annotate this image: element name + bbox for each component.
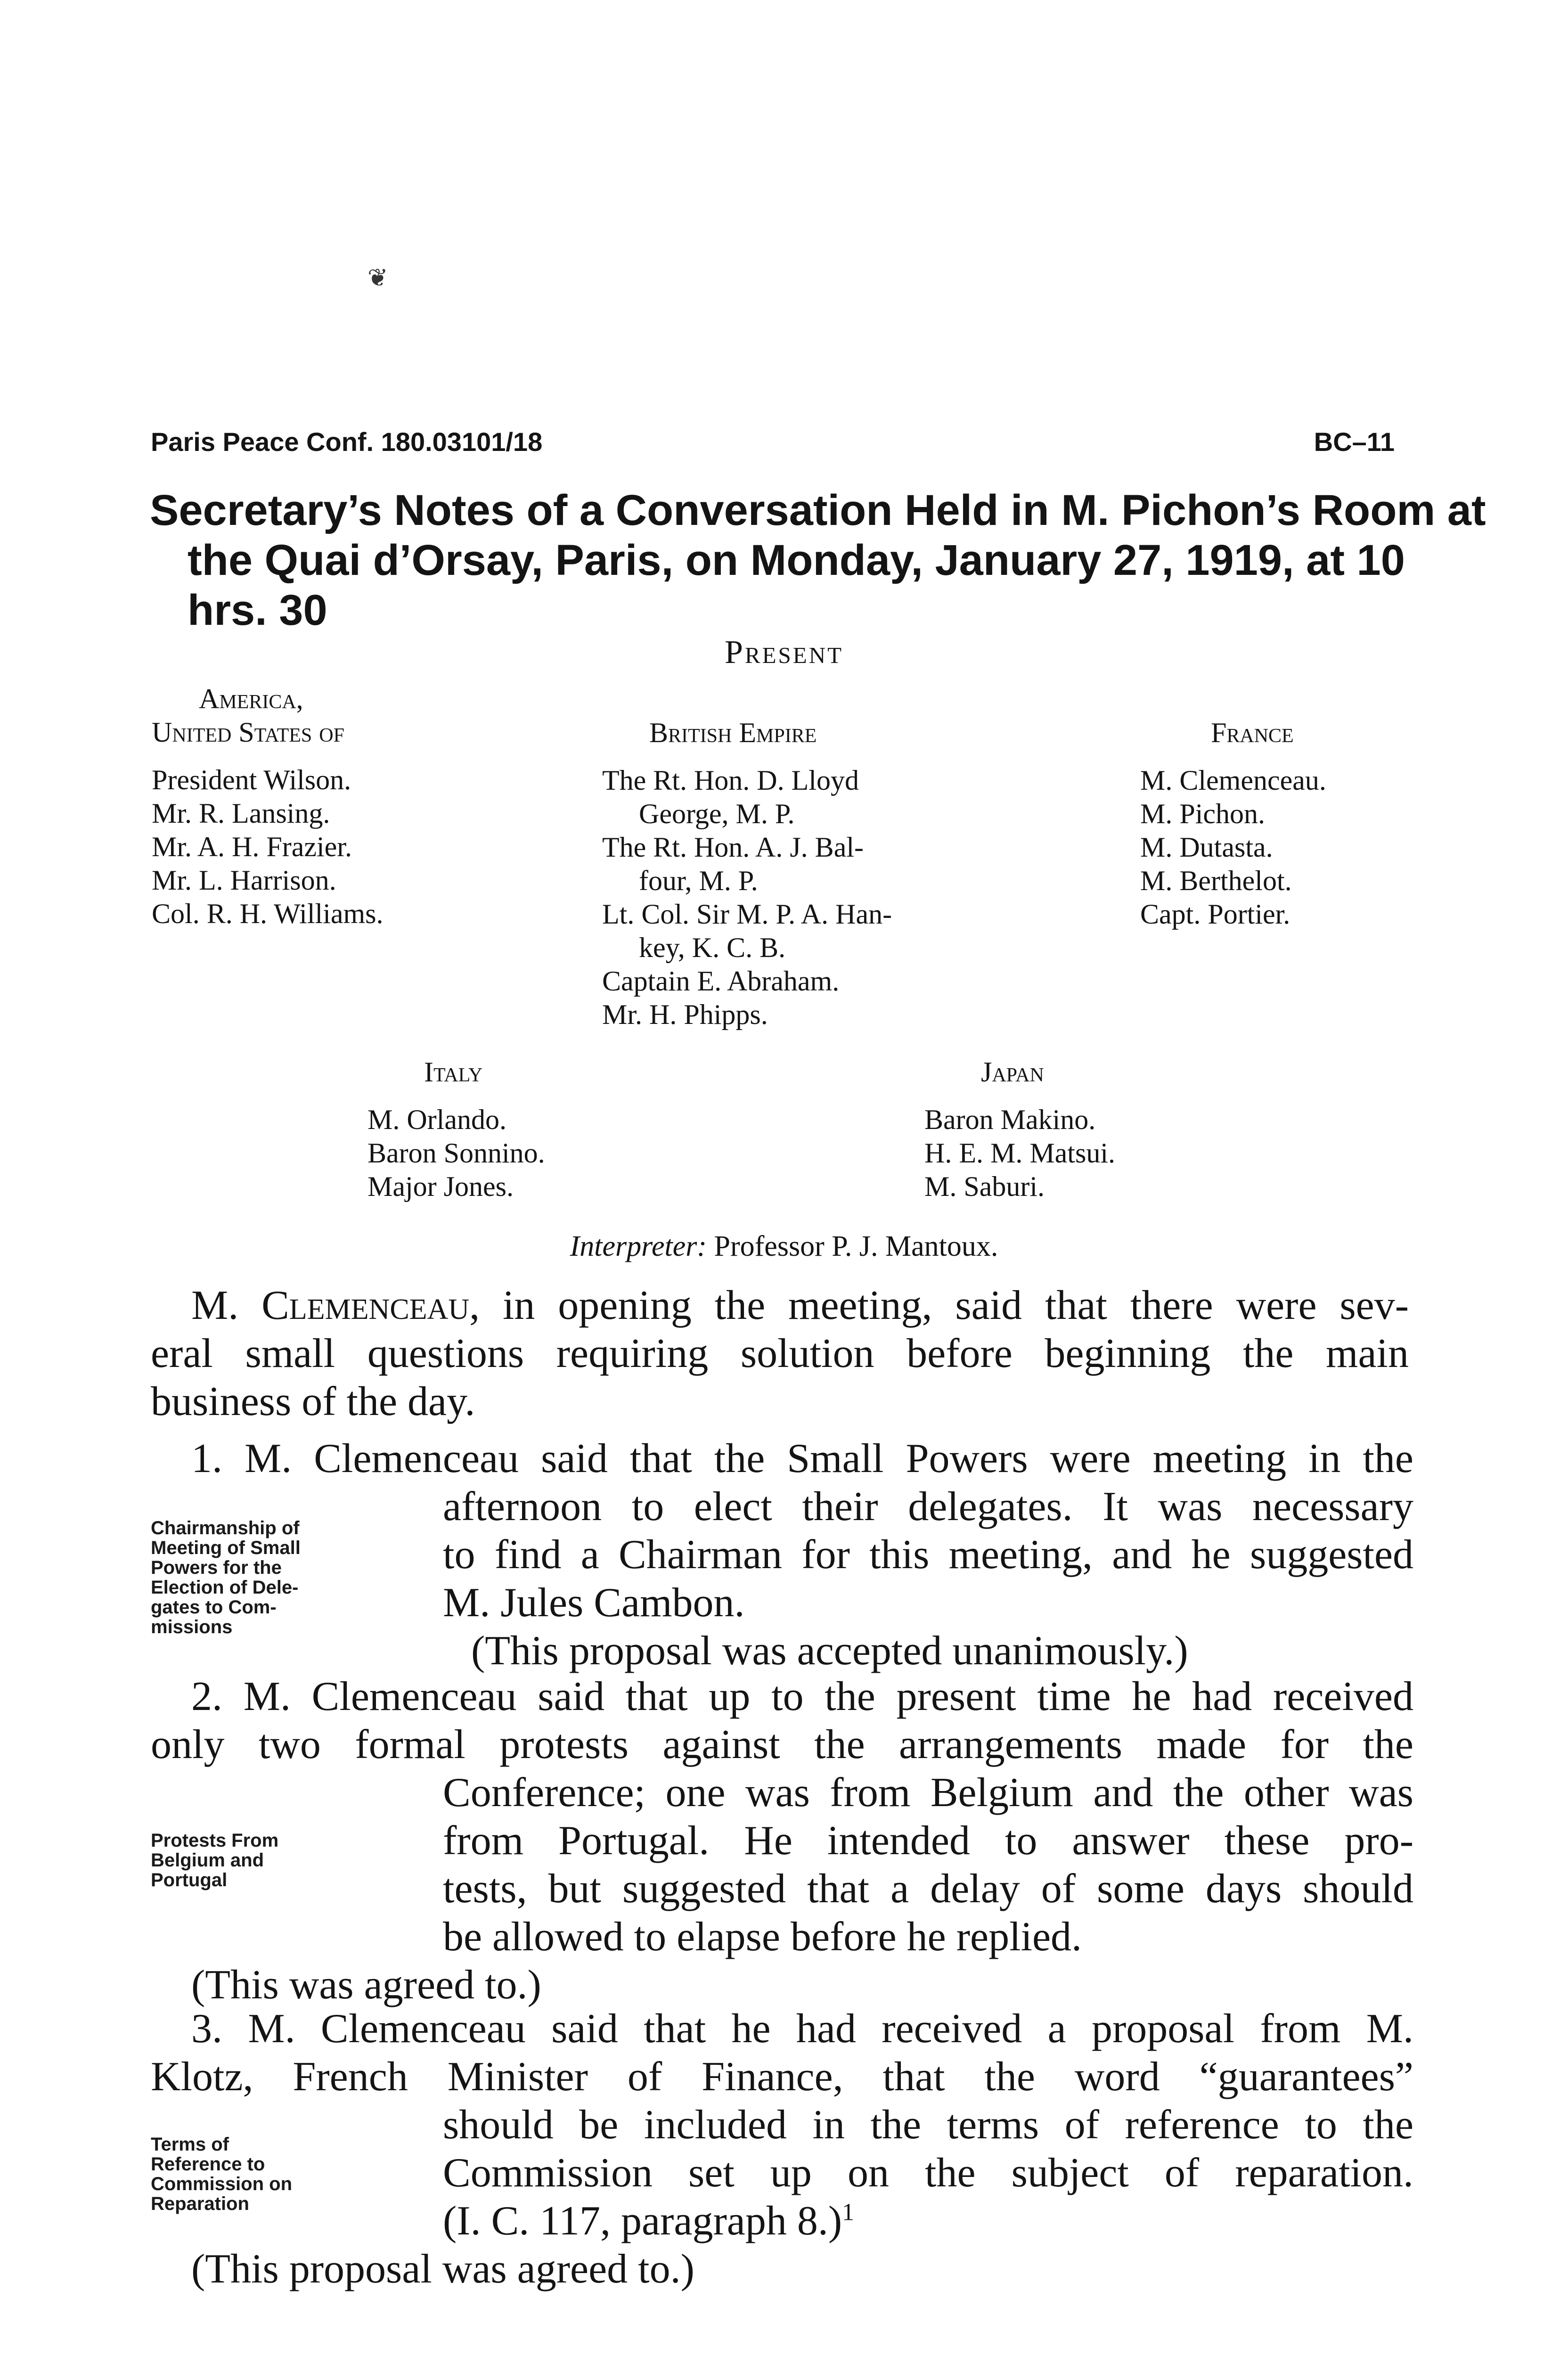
footnote-reference[interactable]: 1 xyxy=(842,2199,855,2226)
margin-note-line: Reference to xyxy=(151,2154,265,2175)
text-line: M. Jules Cambon. xyxy=(443,1580,745,1626)
text-line: from Portugal. He intended to answer these pro- xyxy=(443,1818,1413,1864)
interpreter-label: Interpreter: xyxy=(570,1230,707,1262)
text-line: be allowed to elapse before he replied. xyxy=(443,1914,1082,1960)
margin-note-line: missions xyxy=(151,1617,233,1637)
margin-note-line: gates to Com- xyxy=(151,1597,277,1618)
text-line: Klotz, French Minister of Finance, that the word “guarantees” xyxy=(151,2054,1413,2100)
text-line: 2. M. Clemenceau said that up to the present time he had received xyxy=(191,1674,1413,1719)
delegation-italy xyxy=(368,1055,545,1203)
delegation-heading: British Empire xyxy=(649,717,817,748)
interpreter-name: Professor P. J. Mantoux. xyxy=(714,1230,998,1262)
delegate-name: Baron Makino. xyxy=(924,1104,1096,1135)
text-line: should be included in the terms of reference to the xyxy=(443,2102,1413,2148)
intro-paragraph xyxy=(151,1282,1409,1426)
delegation-heading: France xyxy=(1211,717,1294,748)
margin-note-reparation xyxy=(151,2135,415,2214)
text-line: 1. M. Clemenceau said that the Small Powers were meeting in the xyxy=(191,1436,1413,1481)
delegate-name: The Rt. Hon. A. J. Bal- xyxy=(602,832,864,863)
text-line: afternoon to elect their delegates. It was necessary xyxy=(443,1484,1413,1530)
text-line: (This proposal was accepted unanimously.) xyxy=(471,1628,1188,1674)
interpreter-line xyxy=(0,1230,1568,1263)
title-line: hrs. 30 xyxy=(188,586,327,634)
margin-note-line: Terms of xyxy=(151,2134,229,2155)
margin-note-line: Meeting of Small xyxy=(151,1538,301,1558)
ornament-mark: ❦ xyxy=(368,265,388,292)
margin-note-line: Protests From xyxy=(151,1830,279,1851)
document-reference: Paris Peace Conf. 180.03101/18 xyxy=(151,427,543,457)
margin-note-line: Belgium and xyxy=(151,1850,264,1871)
delegation-british-empire xyxy=(602,716,892,1031)
title-line: the Quai d’Orsay, Paris, on Monday, January 27, 1919, at 10 xyxy=(188,536,1405,584)
text-fragment: in opening the meeting, said that there were sev- xyxy=(502,1283,1409,1328)
margin-note-line: Reparation xyxy=(151,2193,249,2214)
text-line: to find a Chairman for this meeting, and he suggested xyxy=(443,1532,1413,1578)
text-line: (This proposal was agreed to.) xyxy=(191,2246,694,2292)
delegate-name: Lt. Col. Sir M. P. A. Han- xyxy=(602,899,892,930)
delegate-name: Baron Sonnino. xyxy=(368,1137,545,1169)
delegate-name: The Rt. Hon. D. Lloyd xyxy=(602,765,859,796)
delegate-name: four, M. P. xyxy=(639,865,758,896)
delegate-name: George, M. P. xyxy=(639,798,795,829)
delegate-name: key, K. C. B. xyxy=(639,932,786,963)
margin-note-line: Election of Dele- xyxy=(151,1577,299,1598)
margin-note-line: Powers for the xyxy=(151,1557,282,1578)
text-line: eral small questions requiring solution before beginning the main xyxy=(151,1331,1409,1376)
page-title xyxy=(150,485,1486,635)
delegate-name: Major Jones. xyxy=(368,1171,514,1202)
delegation-heading: America, xyxy=(199,683,303,714)
delegate-name: Mr. R. Lansing. xyxy=(152,798,330,829)
text-line: Conference; one was from Belgium and the other was xyxy=(443,1770,1413,1816)
delegate-name: M. Saburi. xyxy=(924,1171,1045,1202)
text-line: Commission set up on the subject of reparation. xyxy=(443,2150,1413,2196)
text-line xyxy=(151,1282,1409,1330)
delegate-name: Capt. Portier. xyxy=(1140,899,1290,930)
text-line: 3. M. Clemenceau said that he had received a proposal from M. xyxy=(191,2006,1413,2052)
margin-note-protests xyxy=(151,1831,415,1890)
delegation-heading: United States of xyxy=(152,717,344,748)
delegate-name: Mr. L. Harrison. xyxy=(152,865,336,896)
margin-note-line: Commission on xyxy=(151,2174,293,2194)
document-code: BC–11 xyxy=(1314,427,1395,457)
delegation-heading: Japan xyxy=(981,1056,1044,1088)
margin-note-line: Chairmanship of xyxy=(151,1518,300,1538)
margin-note-chairmanship xyxy=(151,1518,415,1637)
delegate-name: Mr. A. H. Frazier. xyxy=(152,831,352,862)
present-heading: Present xyxy=(724,634,844,671)
delegate-name: President Wilson. xyxy=(152,764,351,795)
delegate-name: Col. R. H. Williams. xyxy=(152,898,384,929)
delegation-united-states xyxy=(152,682,384,931)
delegate-name: M. Dutasta. xyxy=(1140,832,1273,863)
text-line: business of the day. xyxy=(151,1379,475,1424)
delegate-name: Mr. H. Phipps. xyxy=(602,999,768,1030)
text-line: only two formal protests against the arrangements made for the xyxy=(151,1722,1413,1767)
delegate-name: Captain E. Abraham. xyxy=(602,965,840,997)
delegate-name: M. Berthelot. xyxy=(1140,865,1292,896)
delegation-japan xyxy=(924,1055,1115,1203)
delegate-name: M. Orlando. xyxy=(368,1104,506,1135)
title-line: Secretary’s Notes of a Conversation Held in M. Pichon’s Room at xyxy=(150,486,1486,534)
text-fragment: (I. C. 117, paragraph 8.) xyxy=(443,2198,842,2244)
delegate-name: M. Pichon. xyxy=(1140,798,1266,829)
delegation-heading: Italy xyxy=(424,1056,483,1088)
delegate-name: H. E. M. Matsui. xyxy=(924,1137,1115,1169)
speaker-name: M. Clemenceau, xyxy=(191,1283,480,1328)
margin-note-line: Portugal xyxy=(151,1870,228,1890)
delegate-name: M. Clemenceau. xyxy=(1140,765,1326,796)
text-line: tests, but suggested that a delay of some days should xyxy=(443,1866,1413,1912)
text-line: (This was agreed to.) xyxy=(191,1962,541,2008)
delegation-france xyxy=(1140,716,1326,931)
